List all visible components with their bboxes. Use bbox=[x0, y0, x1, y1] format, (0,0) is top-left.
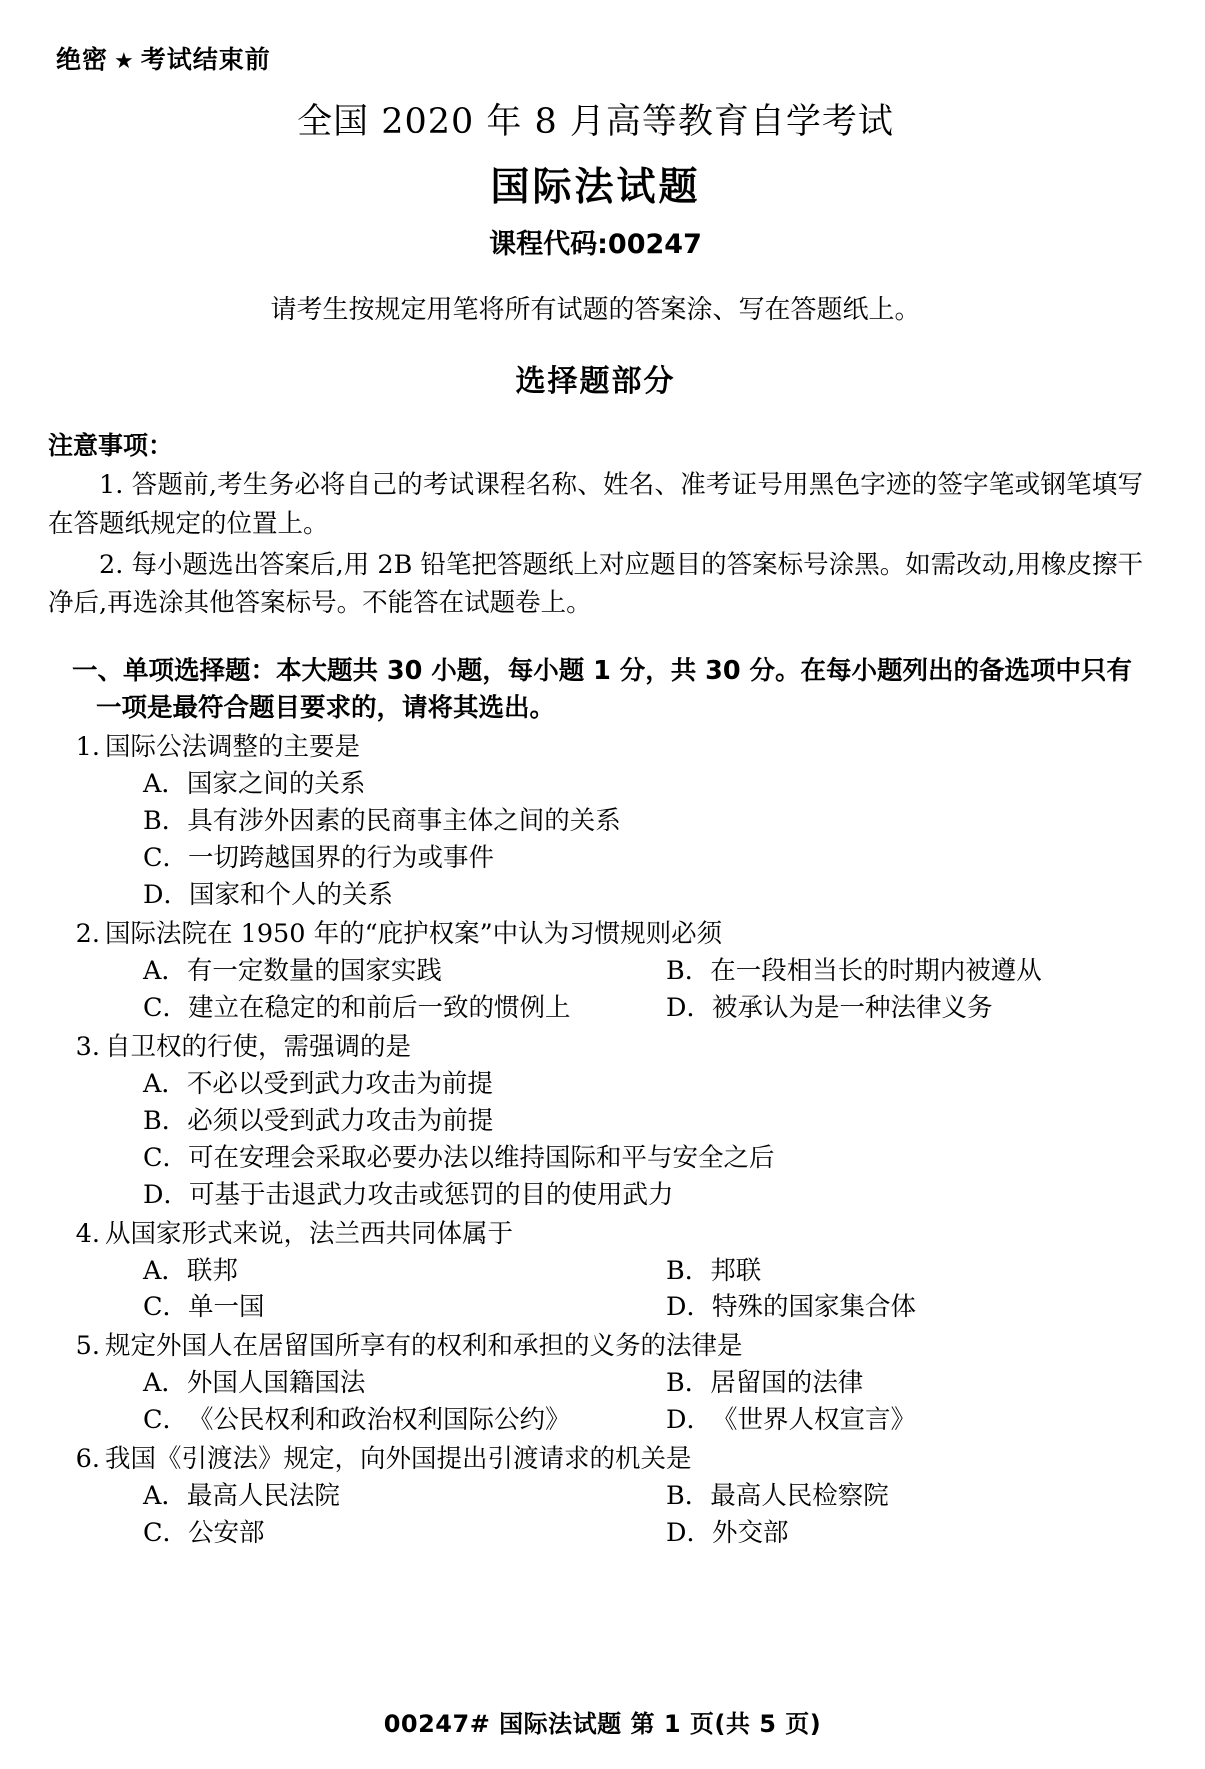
option-letter: C． bbox=[143, 1292, 189, 1323]
option-b[interactable] bbox=[571, 953, 1143, 990]
question-number: 6. bbox=[75, 1444, 100, 1475]
option-d[interactable] bbox=[48, 877, 1143, 914]
option-c[interactable] bbox=[48, 1515, 571, 1552]
attention-item: 2. 每小题选出答案后,用 2B 铅笔把答题纸上对应题目的答案标号涂黑。如需改动,用橡皮擦干净后,再选涂其他答案标号。不能答在试题卷上。 bbox=[48, 549, 1143, 619]
question-block bbox=[48, 1441, 1143, 1552]
option-c[interactable] bbox=[48, 840, 1143, 877]
option-a[interactable] bbox=[48, 1253, 571, 1290]
question-block bbox=[48, 1328, 1143, 1439]
option-text: 一切跨越国界的行为或事件 bbox=[188, 842, 495, 873]
option-letter: D． bbox=[143, 879, 189, 910]
option-b[interactable] bbox=[48, 1103, 1143, 1140]
option-c[interactable] bbox=[48, 990, 571, 1027]
options-list bbox=[48, 1365, 1143, 1439]
option-letter: A． bbox=[143, 1255, 187, 1286]
option-text: 《公民权利和政治权利国际公约》 bbox=[188, 1405, 571, 1436]
option-d[interactable] bbox=[571, 990, 1143, 1027]
confidential-header bbox=[56, 40, 1143, 76]
option-d[interactable] bbox=[571, 1402, 1143, 1439]
option-letter: D． bbox=[666, 1518, 712, 1549]
option-letter: B． bbox=[666, 1368, 711, 1399]
answer-sheet-instruction: 请考生按规定用笔将所有试题的答案涂、写在答题纸上。 bbox=[270, 295, 921, 325]
option-a[interactable] bbox=[48, 766, 1143, 803]
question-text: 国际公法调整的主要是 bbox=[105, 731, 361, 762]
option-text: 有一定数量的国家实践 bbox=[186, 955, 442, 986]
option-text: 特殊的国家集合体 bbox=[711, 1292, 916, 1323]
option-b[interactable] bbox=[571, 1478, 1143, 1515]
option-text: 外交部 bbox=[711, 1518, 789, 1549]
option-letter: C． bbox=[143, 1518, 189, 1549]
options-list bbox=[48, 953, 1143, 1027]
option-text: 联邦 bbox=[186, 1255, 238, 1286]
attention-item: 1. 答题前,考生务必将自己的考试课程名称、姓名、准考证号用黑色字迹的签字笔或钢笔填写在答题纸规定的位置上。 bbox=[48, 470, 1143, 539]
option-b[interactable] bbox=[571, 1253, 1143, 1290]
option-text: 《世界人权宣言》 bbox=[711, 1405, 916, 1436]
question-stem bbox=[48, 1029, 1143, 1066]
page-title: 全国 2020 年 8 月高等教育自学考试 bbox=[297, 102, 894, 142]
question-number: 1. bbox=[75, 731, 100, 762]
option-d[interactable] bbox=[571, 1289, 1143, 1326]
question-number: 2. bbox=[75, 918, 100, 949]
option-text: 最高人民检察院 bbox=[710, 1481, 889, 1512]
option-text: 可基于击退武力攻击或惩罚的目的使用武力 bbox=[188, 1179, 674, 1210]
option-d[interactable] bbox=[48, 1177, 1143, 1214]
option-letter: A． bbox=[143, 1068, 187, 1099]
option-letter: B． bbox=[666, 1255, 711, 1286]
option-letter: A． bbox=[143, 768, 187, 799]
option-letter: B． bbox=[143, 805, 188, 836]
option-c[interactable] bbox=[48, 1140, 1143, 1177]
option-letter: B． bbox=[143, 1105, 188, 1136]
before-exam-label: 考试结束前 bbox=[140, 45, 271, 74]
section-heading-single-choice: 一、单项选择题：本大题共 30 小题，每小题 1 分，共 30 分。在每小题列出的备选项中只有一项是最符合题目要求的，请将其选出。 bbox=[72, 656, 1132, 723]
option-letter: C． bbox=[143, 992, 189, 1023]
option-text: 国家之间的关系 bbox=[186, 768, 366, 799]
option-text: 邦联 bbox=[710, 1255, 762, 1286]
option-a[interactable] bbox=[48, 953, 571, 990]
option-text: 国家和个人的关系 bbox=[188, 879, 393, 910]
question-text: 从国家形式来说，法兰西共同体属于 bbox=[105, 1218, 514, 1249]
option-letter: A． bbox=[143, 955, 187, 986]
question-text: 国际法院在 1950 年的“庇护权案”中认为习惯规则必须 bbox=[105, 918, 723, 949]
option-letter: C． bbox=[143, 1405, 189, 1436]
question-stem bbox=[48, 1441, 1143, 1478]
question-number: 3. bbox=[75, 1031, 100, 1062]
option-c[interactable] bbox=[48, 1289, 571, 1326]
attention-label: 注意事项： bbox=[48, 431, 174, 460]
question-block bbox=[48, 1029, 1143, 1214]
question-number: 4. bbox=[75, 1218, 100, 1249]
option-text: 单一国 bbox=[188, 1292, 265, 1323]
question-block bbox=[48, 1216, 1143, 1327]
option-letter: B． bbox=[666, 955, 711, 986]
question-block bbox=[48, 729, 1143, 914]
option-text: 在一段相当长的时期内被遵从 bbox=[710, 955, 1042, 986]
option-text: 居留国的法律 bbox=[710, 1368, 864, 1399]
option-letter: D． bbox=[666, 1405, 712, 1436]
option-b[interactable] bbox=[571, 1365, 1143, 1402]
question-text: 我国《引渡法》规定，向外国提出引渡请求的机关是 bbox=[105, 1444, 692, 1475]
option-letter: B． bbox=[666, 1481, 711, 1512]
option-letter: D． bbox=[143, 1179, 189, 1210]
question-number: 5. bbox=[75, 1331, 100, 1362]
question-block bbox=[48, 916, 1143, 1027]
option-text: 建立在稳定的和前后一致的惯例上 bbox=[188, 992, 571, 1023]
confidential-label: 绝密 bbox=[56, 45, 109, 74]
options-list bbox=[48, 766, 1143, 914]
option-a[interactable] bbox=[48, 1365, 571, 1402]
option-text: 外国人国籍国法 bbox=[186, 1368, 366, 1399]
option-a[interactable] bbox=[48, 1066, 1143, 1103]
option-a[interactable] bbox=[48, 1478, 571, 1515]
option-letter: D． bbox=[666, 1292, 712, 1323]
part-title: 选择题部分 bbox=[515, 364, 676, 399]
option-letter: C． bbox=[143, 1142, 189, 1173]
option-text: 被承认为是一种法律义务 bbox=[711, 992, 993, 1023]
option-text: 不必以受到武力攻击为前提 bbox=[186, 1068, 493, 1099]
option-letter: D． bbox=[666, 992, 712, 1023]
page-footer: 00247# 国际法试题 第 1 页(共 5 页) bbox=[383, 1710, 822, 1738]
question-stem bbox=[48, 916, 1143, 953]
option-d[interactable] bbox=[571, 1515, 1143, 1552]
option-letter: C． bbox=[143, 842, 189, 873]
exam-subject-title: 国际法试题 bbox=[490, 165, 701, 210]
course-code: 课程代码:00247 bbox=[489, 229, 702, 260]
options-list bbox=[48, 1253, 1143, 1327]
options-list bbox=[48, 1478, 1143, 1552]
options-list bbox=[48, 1066, 1143, 1214]
option-text: 必须以受到武力攻击为前提 bbox=[187, 1105, 494, 1136]
question-text: 规定外国人在居留国所享有的权利和承担的义务的法律是 bbox=[105, 1331, 743, 1362]
option-text: 公安部 bbox=[188, 1518, 265, 1549]
option-c[interactable] bbox=[48, 1402, 571, 1439]
question-text: 自卫权的行使，需强调的是 bbox=[105, 1031, 412, 1062]
option-letter: A． bbox=[143, 1368, 187, 1399]
option-letter: A． bbox=[143, 1481, 187, 1512]
question-stem bbox=[48, 729, 1143, 766]
option-text: 具有涉外因素的民商事主体之间的关系 bbox=[187, 805, 621, 836]
star-icon: ★ bbox=[114, 49, 135, 74]
question-stem bbox=[48, 1216, 1143, 1253]
option-text: 最高人民法院 bbox=[186, 1481, 340, 1512]
option-b[interactable] bbox=[48, 803, 1143, 840]
option-text: 可在安理会采取必要办法以维持国际和平与安全之后 bbox=[188, 1142, 775, 1173]
question-stem bbox=[48, 1328, 1143, 1365]
